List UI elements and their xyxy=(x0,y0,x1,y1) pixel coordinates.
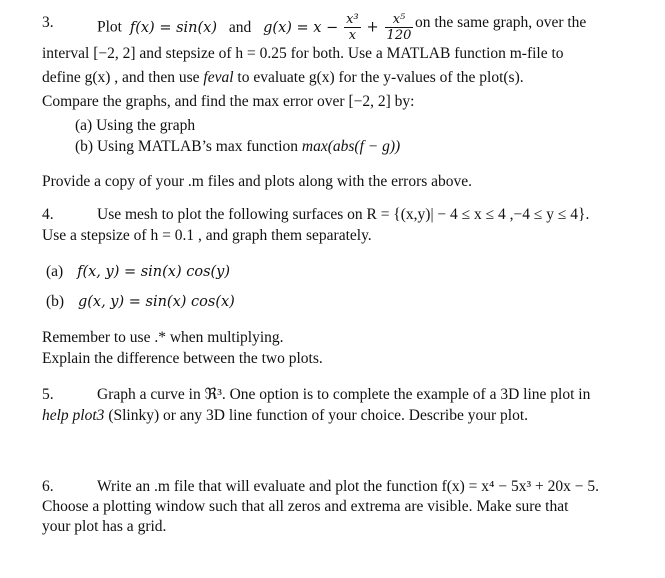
q3-number: 3. xyxy=(42,14,54,31)
q3-plot-word: Plot xyxy=(97,18,122,36)
q3-line3-b: to evaluate g(x) for the y-values of the plot(s). xyxy=(233,69,524,86)
q3-f-definition: f(x) = sin(x) xyxy=(129,19,217,36)
q3-item-b-text: (b) Using MATLAB’s max function xyxy=(75,138,302,155)
q5-line2-rest: (Slinky) or any 3D line function of your choice. Describe your plot. xyxy=(104,407,529,424)
provide-instructions: Provide a copy of your .m files and plots along with the errors above. xyxy=(42,173,473,190)
q3-item-b-math: max(abs(f − g)) xyxy=(301,138,401,155)
q6-line2: Choose a plotting window such that all zeros and extrema are visible. Make sure that xyxy=(42,498,569,515)
q3-frac1-den: x xyxy=(348,28,357,43)
q4-item-a-label: (a) xyxy=(46,263,64,280)
q4-item-a xyxy=(46,262,230,282)
q3-fraction-x5 xyxy=(385,13,414,43)
q3-frac2-den: 120 xyxy=(386,28,412,43)
q4-item-b-label: (b) xyxy=(46,293,65,310)
q4-line1: Use mesh to plot the following surfaces on R = {(x,y)| − 4 ≤ x ≤ 4 ,−4 ≤ y ≤ 4}. xyxy=(97,206,590,223)
q3-line1-tail: on the same graph, over the xyxy=(415,14,587,31)
q3-fraction-x3 xyxy=(344,13,361,43)
q5-number: 5. xyxy=(42,386,54,403)
q3-line3-a: define g(x) , and then use xyxy=(42,69,204,86)
q3-line4: Compare the graphs, and find the max error over [−2, 2] by: xyxy=(42,93,415,110)
q3-g-lhs: g(x) = x − xyxy=(263,19,339,36)
q3-line2: interval [−2, 2] and stepsize of h = 0.25 for both. Use a MATLAB function m-file to xyxy=(42,45,564,62)
q3-frac1-num: x³ xyxy=(346,12,359,27)
q5-line1: Graph a curve in ℜ³. One option is to complete the example of a 3D line plot in xyxy=(97,386,591,403)
q4-item-b xyxy=(46,292,235,312)
q5-line2 xyxy=(42,406,528,426)
q4-line2: Use a stepsize of h = 0.1 , and graph them separately. xyxy=(42,227,372,244)
q6-line3: your plot has a grid. xyxy=(42,518,167,535)
q4-item-a-math: f(x, y) = sin(x) cos(y) xyxy=(77,264,231,280)
q6-line1: Write an .m file that will evaluate and plot the function f(x) = x⁴ − 5x³ + 20x − 5. xyxy=(97,478,599,495)
q3-line3 xyxy=(42,68,524,88)
q3-and: and xyxy=(228,18,252,36)
q3-plus: + xyxy=(366,19,379,36)
q3-feval: feval xyxy=(203,69,234,86)
q3-frac2-num: x⁵ xyxy=(385,13,414,28)
q6-number: 6. xyxy=(42,478,54,495)
q5-help-plot3: help plot3 xyxy=(42,407,105,424)
q4-item-b-math: g(x, y) = sin(x) cos(x) xyxy=(77,294,235,310)
q4-number: 4. xyxy=(42,206,54,223)
q3-line1 xyxy=(97,13,415,43)
q3-item-a: (a) Using the graph xyxy=(75,117,196,134)
q4-explain: Explain the difference between the two plots. xyxy=(42,350,323,367)
q3-item-b xyxy=(75,137,400,157)
q4-remember: Remember to use .* when multiplying. xyxy=(42,329,284,346)
